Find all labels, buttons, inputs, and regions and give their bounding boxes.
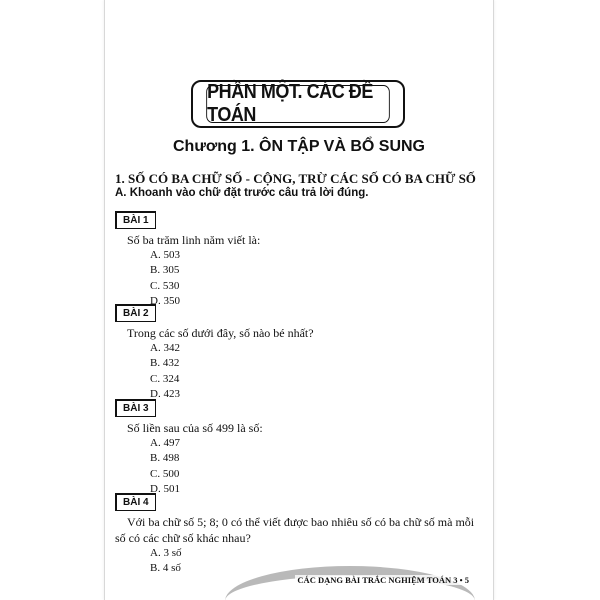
option-c: C. 500 xyxy=(150,467,180,480)
option-c: C. 324 xyxy=(150,372,180,385)
option-list xyxy=(150,248,260,309)
option-a: A. 503 xyxy=(150,249,180,261)
option-b: B. 305 xyxy=(150,264,180,277)
chapter-title: Chương 1. ÔN TẬP VÀ BỔ SUNG xyxy=(172,138,425,155)
option-a: A. 342 xyxy=(150,342,180,354)
exercise-2 xyxy=(115,303,314,402)
option-a: A. 497 xyxy=(150,437,180,449)
option-list xyxy=(150,341,314,402)
exercise-label: BÀI 4 xyxy=(115,493,156,511)
option-d: D. 350 xyxy=(150,294,180,307)
page-footer xyxy=(105,560,493,600)
exercise-label: BÀI 3 xyxy=(115,399,156,417)
footer-text: CÁC DẠNG BÀI TRẮC NGHIỆM TOÁN 3 • 5 xyxy=(297,575,469,585)
option-d: D. 501 xyxy=(150,482,180,495)
exercise-question: Số ba trăm linh năm viết là: xyxy=(127,233,261,247)
part-title-box xyxy=(191,80,405,128)
exercise-label: BÀI 2 xyxy=(115,304,156,322)
option-b: B. 4 số xyxy=(150,562,181,575)
exercise-label: BÀI 1 xyxy=(115,211,156,229)
part-title: PHẦN MỘT. CÁC ĐỀ TOÁN xyxy=(206,85,390,123)
book-page xyxy=(104,0,494,600)
instruction-text: A. Khoanh vào chữ đặt trước câu trả lời đúng. xyxy=(115,187,369,199)
option-c: C. 530 xyxy=(150,279,180,292)
exercise-1 xyxy=(115,210,260,309)
option-b: B. 432 xyxy=(150,357,180,370)
option-a: A. 3 số xyxy=(150,547,182,559)
section-title: 1. SỐ CÓ BA CHỮ SỐ - CỘNG, TRỪ CÁC SỐ CÓ BA CHỮ SỐ xyxy=(115,171,476,186)
option-b: B. 498 xyxy=(150,452,180,465)
exercise-question: Trong các số dưới đây, số nào bé nhất? xyxy=(127,326,314,340)
exercise-question: Với ba chữ số 5; 8; 0 có thể viết được bao nhiêu số có ba chữ số mà mỗi số có các chữ số khác nhau? xyxy=(115,515,475,545)
exercise-3 xyxy=(115,398,263,497)
exercise-question: Số liền sau của số 499 là số: xyxy=(127,421,263,435)
option-d: D. 423 xyxy=(150,387,180,400)
option-list xyxy=(150,436,263,497)
